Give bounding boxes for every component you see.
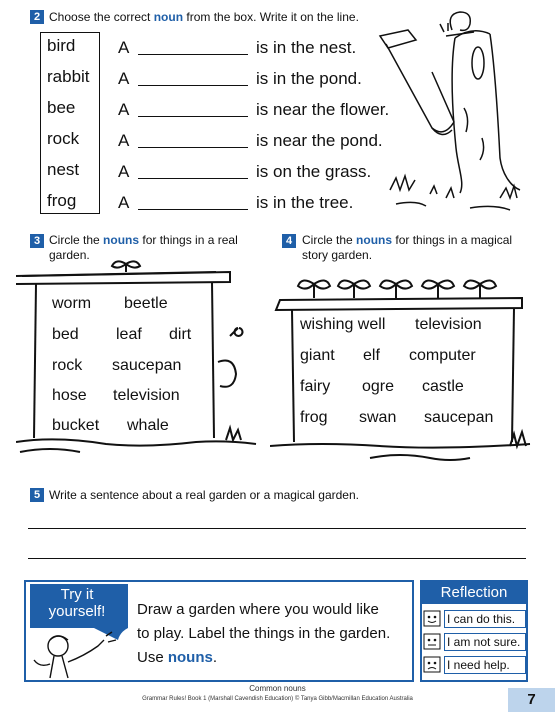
section-4-number: 4 — [282, 234, 296, 248]
word-box — [40, 32, 100, 214]
answer-line[interactable] — [138, 209, 248, 210]
magical-garden-word[interactable]: elf — [363, 347, 380, 364]
nouns-keyword: nouns — [356, 233, 393, 247]
box-word: bird — [47, 36, 76, 55]
section-3-instruction: Circle the nouns for things in a real garden. — [49, 233, 238, 262]
answer-line[interactable] — [138, 54, 248, 55]
real-garden-word[interactable]: dirt — [169, 326, 192, 343]
try-it-text: Draw a garden where you would like to play. Label the things in the garden. Use nouns. — [137, 601, 391, 666]
magical-garden-word[interactable]: castle — [422, 378, 464, 395]
try-it-badge-text: Try it yourself! — [48, 586, 106, 620]
real-garden-word[interactable]: television — [113, 387, 180, 404]
box-word: frog — [47, 191, 77, 210]
real-garden-word[interactable]: worm — [52, 295, 92, 312]
noun-keyword: noun — [153, 10, 184, 24]
sentence-article: A — [118, 69, 130, 88]
sentence-article: A — [118, 100, 130, 119]
magical-garden-word[interactable]: computer — [409, 347, 476, 364]
reflection-title: Reflection — [422, 582, 526, 604]
box-word: nest — [47, 160, 80, 179]
magical-garden-word[interactable]: saucepan — [424, 409, 494, 426]
magical-garden-word[interactable]: swan — [359, 409, 397, 426]
footer-credit: Grammar Rules! Book 1 (Marshall Cavendish Education) © Tanya Gibb/Macmillan Education Australia — [142, 696, 413, 702]
real-garden-word[interactable]: hose — [52, 387, 87, 404]
writing-line[interactable] — [28, 558, 526, 559]
footer-topic: Common nouns — [249, 684, 306, 693]
magical-garden-word[interactable]: wishing well — [300, 316, 386, 333]
answer-line[interactable] — [138, 178, 248, 179]
magical-garden-word[interactable]: frog — [300, 409, 328, 426]
real-garden-word[interactable]: rock — [52, 357, 83, 374]
section-2-instruction: Choose the correct noun from the box. Write it on the line. — [49, 10, 359, 24]
sentence-ending: is near the pond. — [256, 131, 383, 150]
reflection-option[interactable]: I need help. — [444, 656, 526, 674]
magical-garden-word[interactable]: fairy — [300, 378, 331, 395]
sentence-article: A — [118, 131, 130, 150]
real-garden-word[interactable]: saucepan — [112, 357, 182, 374]
section-3-number: 3 — [30, 234, 44, 248]
section-5-instruction: Write a sentence about a real garden or a magical garden. — [49, 488, 359, 502]
sentence-ending: is in the nest. — [256, 38, 357, 57]
watering-can-tree-illustration — [360, 8, 540, 213]
real-garden-word[interactable]: beetle — [124, 295, 168, 312]
section-2-number: 2 — [30, 10, 44, 24]
real-garden-word[interactable]: leaf — [116, 326, 142, 343]
box-word: rock — [47, 129, 80, 148]
answer-line[interactable] — [138, 116, 248, 117]
answer-line[interactable] — [138, 147, 248, 148]
section-5-number: 5 — [30, 488, 44, 502]
real-garden-word[interactable]: bucket — [52, 417, 100, 434]
sentence-ending: is near the flower. — [256, 100, 390, 119]
nouns-keyword: nouns — [167, 649, 213, 666]
box-word: rabbit — [47, 67, 90, 86]
confident-face-icon[interactable] — [423, 609, 441, 627]
help-face-icon[interactable] — [423, 655, 441, 673]
magical-garden-frame — [270, 262, 540, 472]
sentence-article: A — [118, 38, 130, 57]
magical-garden-word[interactable]: giant — [300, 347, 335, 364]
sentence-ending: is in the pond. — [256, 69, 362, 88]
box-word: bee — [47, 98, 76, 117]
real-garden-word[interactable]: whale — [127, 417, 169, 434]
answer-line[interactable] — [138, 85, 248, 86]
real-garden-word[interactable]: bed — [52, 326, 79, 343]
sentence-ending: is on the grass. — [256, 162, 372, 181]
writing-line[interactable] — [28, 528, 526, 529]
section-4-instruction: Circle the nouns for things in a magical story garden. — [302, 233, 513, 262]
magical-garden-word[interactable]: television — [415, 316, 482, 333]
page-number: 7 — [508, 688, 555, 712]
reflection-option[interactable]: I can do this. — [444, 610, 526, 628]
sentence-ending: is in the tree. — [256, 193, 354, 212]
sentence-article: A — [118, 193, 130, 212]
reflection-option[interactable]: I am not sure. — [444, 633, 526, 651]
nouns-keyword: nouns — [103, 233, 140, 247]
magical-garden-word[interactable]: ogre — [362, 378, 395, 395]
sentence-article: A — [118, 162, 130, 181]
unsure-face-icon[interactable] — [423, 632, 441, 650]
